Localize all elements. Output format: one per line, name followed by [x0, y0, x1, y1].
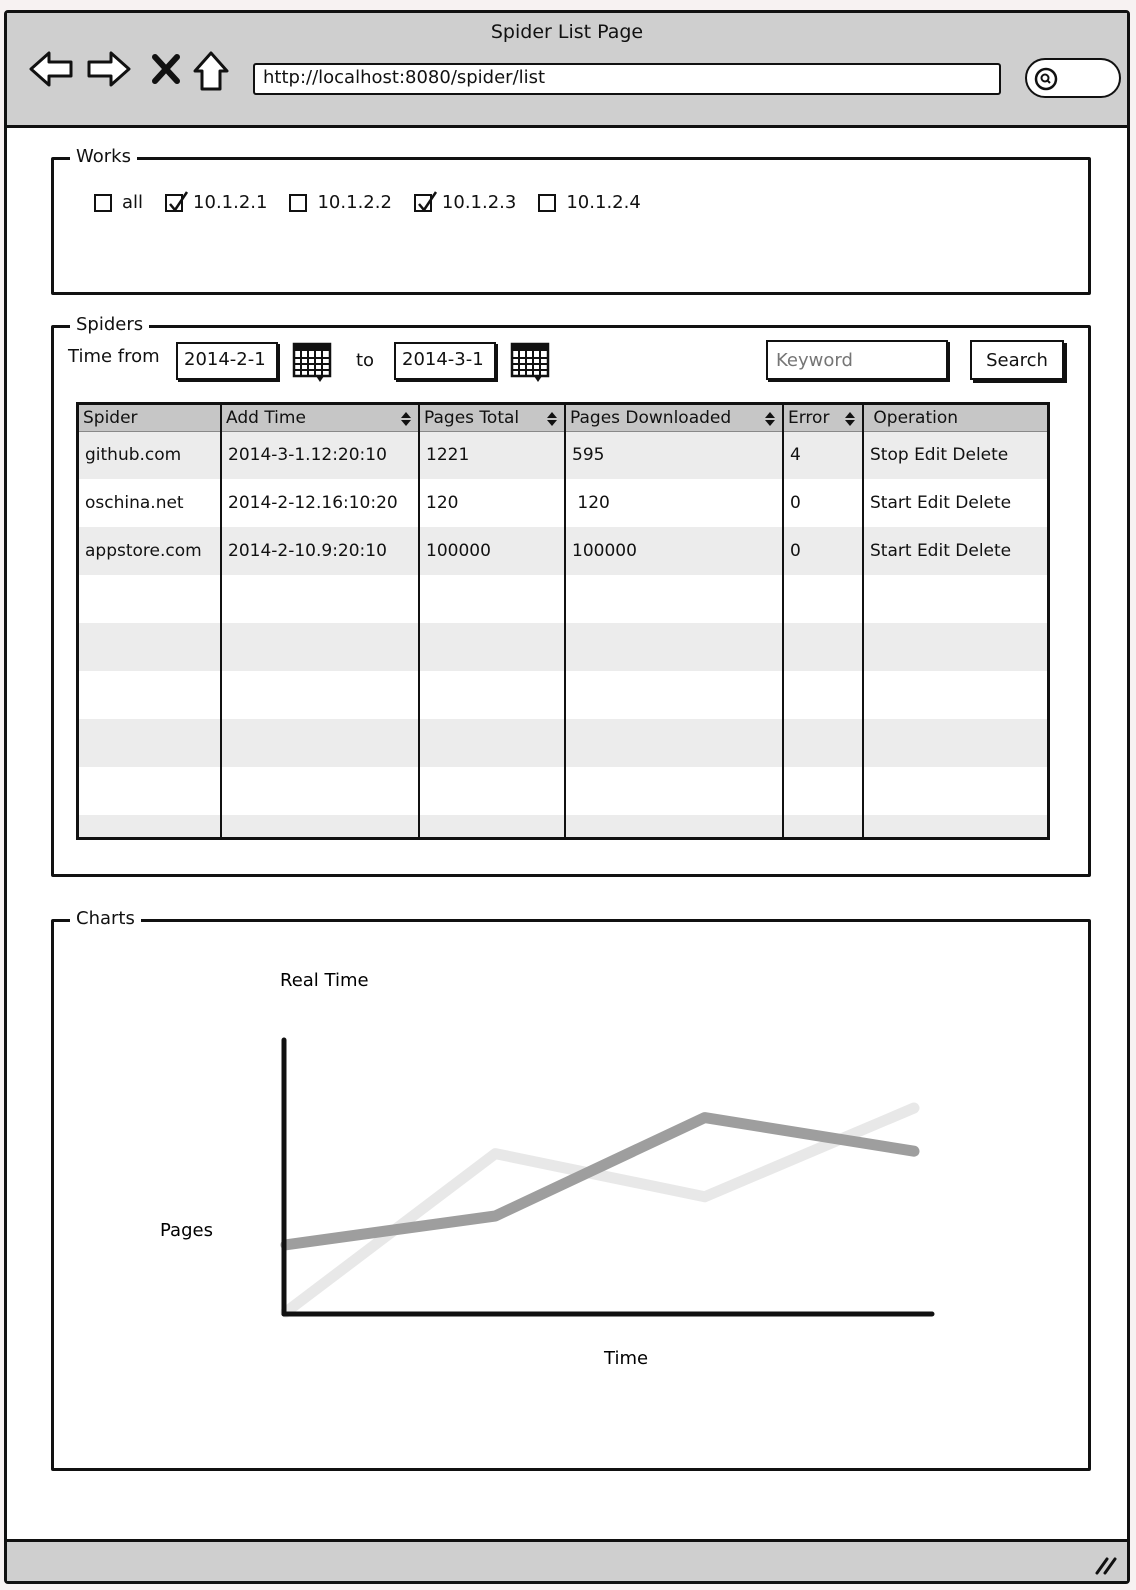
cell-error: 0 — [783, 527, 863, 575]
op-start-link[interactable]: Start — [870, 541, 912, 561]
col-header-operation — [863, 405, 1047, 431]
keyword-input[interactable] — [766, 340, 948, 380]
sort-icon[interactable] — [764, 411, 776, 427]
y-axis-label: Pages — [160, 1220, 213, 1241]
checkmark-icon — [416, 190, 438, 214]
checkmark-icon — [167, 190, 189, 214]
col-header-pages-total[interactable] — [419, 405, 565, 431]
work-option-label: all — [122, 192, 144, 213]
table-row-empty — [79, 815, 1047, 840]
col-header-add-time[interactable] — [221, 405, 419, 431]
home-icon[interactable] — [191, 49, 231, 93]
cell-pages-total: 120 — [419, 479, 565, 527]
window-title: Spider List Page — [490, 21, 644, 43]
date-to-input[interactable]: 2014-3-1 — [394, 342, 496, 380]
work-option-label: 10.1.2.3 — [441, 192, 517, 213]
table-row-empty — [79, 767, 1047, 815]
op-delete-link[interactable]: Delete — [952, 445, 1009, 466]
cell-spider: oschina.net — [79, 479, 221, 527]
col-label: Error — [788, 407, 830, 428]
table-row[interactable] — [79, 527, 1047, 575]
to-label: to — [356, 350, 375, 371]
cell-error: 4 — [783, 431, 863, 479]
col-label: Pages Total — [424, 407, 520, 428]
cell-pages-downloaded: 100000 — [565, 527, 783, 575]
table-row[interactable] — [79, 431, 1047, 479]
checkbox-10-1-2-4[interactable] — [538, 194, 556, 212]
cell-pages-downloaded: 120 — [565, 479, 783, 527]
cell-error: 0 — [783, 479, 863, 527]
date-from-input[interactable]: 2014-2-1 — [176, 342, 278, 380]
url-bar[interactable]: http://localhost:8080/spider/list — [253, 63, 1001, 95]
resize-grip-icon[interactable] — [1093, 1553, 1119, 1575]
cell-operation — [863, 431, 1047, 479]
cell-spider: appstore.com — [79, 527, 221, 575]
title-bar — [7, 13, 1127, 128]
col-label: Pages Downloaded — [570, 407, 732, 428]
calendar-icon[interactable] — [510, 342, 554, 386]
cell-add-time: 2014-2-12.16:10:20 — [221, 479, 419, 527]
line-chart — [54, 922, 1088, 1468]
spider-table — [76, 402, 1050, 840]
col-label: Spider — [83, 407, 138, 428]
op-delete-link[interactable]: Delete — [955, 493, 1012, 513]
work-option-label: 10.1.2.4 — [566, 192, 641, 213]
sort-icon[interactable] — [400, 411, 412, 427]
col-header-pages-downloaded[interactable] — [565, 405, 783, 431]
cell-add-time: 2014-2-10.9:20:10 — [221, 527, 419, 575]
cell-pages-downloaded: 595 — [565, 431, 783, 479]
work-option-10-1-2-2[interactable] — [289, 192, 391, 213]
back-arrow-icon[interactable] — [27, 49, 75, 89]
forward-arrow-icon[interactable] — [85, 49, 133, 89]
cell-add-time: 2014-3-1.12:20:10 — [221, 431, 419, 479]
browser-window — [4, 10, 1130, 1584]
search-icon — [1033, 66, 1059, 92]
time-from-label: Time from — [68, 346, 160, 367]
work-option-all[interactable] — [94, 192, 143, 213]
table-row-empty — [79, 623, 1047, 671]
stop-x-icon[interactable] — [149, 49, 183, 89]
search-button[interactable]: Search — [970, 340, 1064, 380]
table-row[interactable] — [79, 479, 1047, 527]
table-row-empty — [79, 719, 1047, 767]
x-axis-label: Time — [604, 1348, 649, 1369]
chart-title: Real Time — [280, 970, 369, 991]
op-start-link[interactable]: Start — [870, 493, 912, 513]
col-label: Add Time — [226, 407, 306, 428]
work-option-10-1-2-3[interactable] — [414, 192, 516, 213]
series-line-2 — [286, 1118, 914, 1245]
work-option-10-1-2-1[interactable] — [165, 192, 267, 213]
sort-icon[interactable] — [546, 411, 558, 427]
charts-legend: Charts — [70, 908, 141, 930]
cell-pages-total: 100000 — [419, 527, 565, 575]
col-header-spider[interactable] — [79, 405, 221, 431]
works-group — [51, 146, 1091, 295]
checkbox-10-1-2-1[interactable] — [165, 194, 183, 212]
work-option-label: 10.1.2.2 — [317, 192, 392, 213]
browser-search-field[interactable] — [1025, 58, 1121, 98]
spiders-group — [51, 314, 1091, 877]
sort-icon[interactable] — [844, 411, 856, 427]
table-row-empty — [79, 575, 1047, 623]
cell-spider: github.com — [79, 431, 221, 479]
charts-group — [51, 908, 1091, 1471]
op-edit-link[interactable]: Edit — [916, 541, 950, 561]
op-edit-link[interactable]: Edit — [914, 445, 947, 466]
op-edit-link[interactable]: Edit — [916, 493, 950, 513]
table-header-row — [79, 405, 1047, 431]
col-header-error[interactable] — [783, 405, 863, 431]
cell-pages-total: 1221 — [419, 431, 565, 479]
cell-operation — [863, 479, 1047, 527]
checkbox-10-1-2-2[interactable] — [289, 194, 307, 212]
checkbox-10-1-2-3[interactable] — [414, 194, 432, 212]
spiders-legend: Spiders — [70, 314, 149, 336]
col-label: Operation — [873, 407, 959, 428]
cell-operation — [863, 527, 1047, 575]
series-layer — [286, 1108, 914, 1312]
checkbox-all[interactable] — [94, 194, 112, 212]
status-bar — [7, 1539, 1127, 1581]
calendar-icon[interactable] — [292, 342, 336, 386]
works-legend: Works — [70, 146, 137, 168]
op-stop-link[interactable]: Stop — [870, 445, 909, 466]
table-row-empty — [79, 671, 1047, 719]
op-delete-link[interactable]: Delete — [955, 541, 1012, 561]
work-option-10-1-2-4[interactable] — [538, 192, 640, 213]
work-option-label: 10.1.2.1 — [193, 192, 268, 213]
works-options — [94, 192, 663, 213]
